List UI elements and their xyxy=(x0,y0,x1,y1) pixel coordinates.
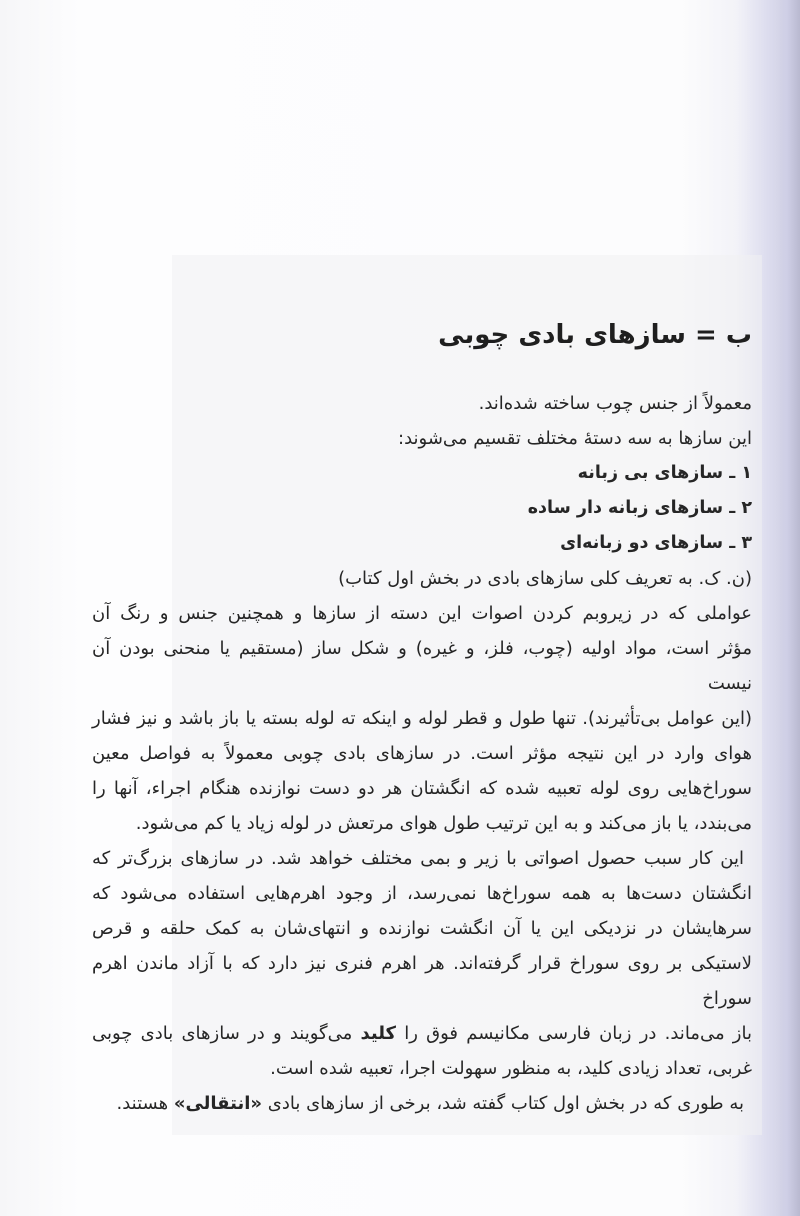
section-title: ب = سازهای بادی چوبی xyxy=(438,320,752,350)
list-item: ۳ ـ سازهای دو زبانه‌ای xyxy=(560,533,752,553)
page-content xyxy=(92,320,752,1121)
list-item: ۱ ـ سازهای بی زبانه xyxy=(577,463,752,483)
text-run: به طوری که در بخش اول کتاب گفته شد، برخی از سازهای بادی xyxy=(262,1093,744,1114)
text-run: هستند. xyxy=(116,1093,174,1114)
term-kelid: کلید xyxy=(360,1023,397,1044)
paragraph-line: لاستیکی بر روی سوراخ قرار گرفته‌اند. هر اهرم فنری نیز دارد که با آزاد ماندن اهرم سوراخ xyxy=(92,953,752,1009)
paragraph-line: می‌بندد، یا باز می‌کند و به این ترتیب طول هوای مرتعش در لوله زیاد یا کم می‌شود. xyxy=(135,813,752,834)
text-run: می‌گویند و در سازهای بادی چوبی xyxy=(92,1023,361,1044)
paragraph-line: عواملی که در زیروبم کردن اصوات این دسته از سازها و همچنین جنس و رنگ آن xyxy=(92,603,752,624)
paragraph-line: هوای وارد در این نتیجه مؤثر است. در سازهای بادی چوبی معمولاً به فواصل معین xyxy=(92,743,752,764)
paragraph-line: این کار سبب حصول اصواتی با زیر و بمی مختلف خواهد شد. در سازهای بزرگ‌تر که xyxy=(92,848,744,869)
reference-note: (ن. ک. به تعریف کلی سازهای بادی در بخش اول کتاب) xyxy=(338,568,752,589)
paragraph-line: سوراخ‌هایی روی لوله تعبیه شده که انگشتان هر دو دست نوازنده هنگام اجراء، آنها را xyxy=(92,778,752,799)
paragraph-line xyxy=(92,1086,752,1121)
term-entegali: «انتقالی» xyxy=(173,1093,263,1114)
paragraph-line: غربی، تعداد زیادی کلید، به منظور سهولت اجرا، تعبیه شده است. xyxy=(270,1058,752,1079)
paragraph-line: مؤثر است، مواد اولیه (چوب، فلز، و غیره) و شکل ساز (مستقیم یا منحنی بودن آن نیست xyxy=(92,638,752,694)
intro-line: معمولاً از جنس چوب ساخته شده‌اند. xyxy=(478,393,752,414)
intro-line: این سازها به سه دستهٔ مختلف تقسیم می‌شوند: xyxy=(398,428,752,449)
list-item: ۲ ـ سازهای زبانه دار ساده xyxy=(527,498,752,518)
paragraph-line: سرهایشان در نزدیکی این یا آن انگشت نوازنده و انتهای‌شان به کمک حلقه و قرص xyxy=(92,918,752,939)
paragraph-line: (این عوامل بی‌تأثیرند). تنها طول و قطر لوله و اینکه ته لوله بسته یا باز باشد و نیز فشار xyxy=(92,708,752,729)
paragraph-line: انگشتان دست‌ها به همه سوراخ‌ها نمی‌رسد، از وجود اهرم‌هایی استفاده می‌شود که xyxy=(92,883,752,904)
text-run: باز می‌ماند. در زبان فارسی مکانیسم فوق را xyxy=(396,1023,752,1044)
paragraph-line xyxy=(92,1016,752,1051)
